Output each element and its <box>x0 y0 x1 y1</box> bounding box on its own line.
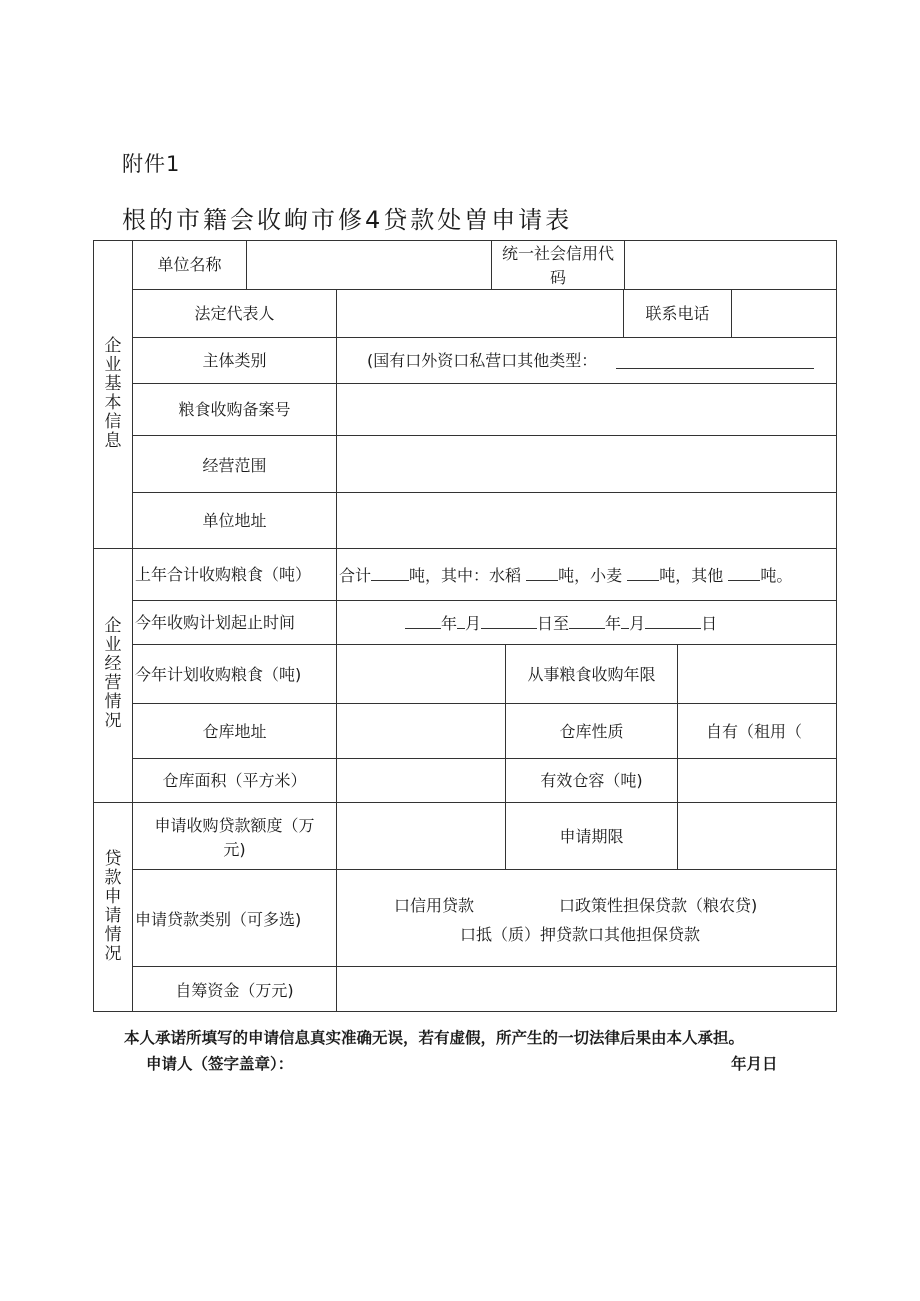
filing-no-label: 粮食收购备案号 <box>178 400 291 419</box>
last-year-label-cell <box>132 548 337 601</box>
plan-time-label: 今年收购计划起止时间 <box>135 613 296 632</box>
credit-code-label-line1: 统一社会信用代 <box>501 244 614 263</box>
amount-input[interactable] <box>336 802 506 870</box>
credit-code-label-cell <box>491 240 625 290</box>
section-operation-label: 企业经营情况 <box>104 616 122 731</box>
phone-input[interactable] <box>731 289 837 338</box>
last-year-rice-text: 吨，其中：水稻 <box>409 566 522 585</box>
entity-type-cell[interactable] <box>336 337 837 384</box>
plan-day2-blank[interactable] <box>645 613 701 629</box>
amount-label-line1: 申请收购贷款额度（万 <box>154 816 315 835</box>
plan-day-to-text: 日至 <box>537 614 570 633</box>
address-input[interactable] <box>336 492 837 549</box>
last-year-line[interactable] <box>339 565 792 586</box>
last-year-other-blank[interactable] <box>728 565 760 581</box>
unit-name-input[interactable] <box>246 240 492 290</box>
signature-date: 年月日 <box>731 1055 778 1073</box>
last-year-cell[interactable] <box>336 548 837 601</box>
last-year-total-text: 合计 <box>339 566 372 585</box>
plan-year1-text: 年 <box>441 614 458 633</box>
unit-name-label-cell <box>132 240 247 290</box>
warehouse-addr-input[interactable] <box>336 703 506 759</box>
section-basic-label: 企业基本信息 <box>104 336 122 451</box>
years-input[interactable] <box>677 644 837 704</box>
term-label: 申请期限 <box>559 827 624 846</box>
term-input[interactable] <box>677 802 837 870</box>
credit-code-label-line2: 码 <box>549 268 566 287</box>
loan-type-credit-option[interactable]: 口信用贷款 <box>394 896 475 915</box>
term-label-cell <box>505 802 678 870</box>
plan-grain-label: 今年计划收购粮食（吨) <box>135 665 302 684</box>
plan-day2-text: 日 <box>701 614 718 633</box>
plan-month1-text: 月 <box>465 614 482 633</box>
self-fund-input[interactable] <box>336 966 837 1012</box>
plan-day1-blank[interactable] <box>481 613 537 629</box>
warehouse-nature-cell[interactable] <box>677 703 837 759</box>
section-basic-cell <box>93 240 133 549</box>
plan-time-line[interactable] <box>405 613 717 634</box>
capacity-label: 有效仓容（吨) <box>540 771 643 790</box>
plan-year2-blank[interactable] <box>569 613 605 629</box>
address-label-cell <box>132 492 337 549</box>
last-year-wheat-text: 吨，小麦 <box>558 566 623 585</box>
legal-rep-label-cell <box>132 289 337 338</box>
entity-type-other-blank[interactable] <box>616 353 814 369</box>
last-year-total-blank[interactable] <box>371 565 409 581</box>
warehouse-nature-label-cell <box>505 703 678 759</box>
credit-code-input[interactable] <box>624 240 837 290</box>
phone-label-cell <box>623 289 732 338</box>
plan-time-label-cell <box>132 600 337 645</box>
loan-type-label: 申请贷款类别（可多选) <box>135 910 302 929</box>
section-loan-cell <box>93 802 133 1012</box>
entity-type-label: 主体类别 <box>202 351 267 370</box>
plan-year1-blank[interactable] <box>405 613 441 629</box>
capacity-label-cell <box>505 758 678 803</box>
capacity-input[interactable] <box>677 758 837 803</box>
plan-month2-text: 月 <box>629 614 646 633</box>
filing-no-input[interactable] <box>336 383 837 436</box>
scope-label-cell <box>132 435 337 493</box>
warehouse-nature-value[interactable]: 自有（租用（ <box>706 722 803 741</box>
plan-month2-blank[interactable] <box>621 613 629 629</box>
legal-rep-label: 法定代表人 <box>194 304 275 323</box>
plan-grain-input[interactable] <box>336 644 506 704</box>
legal-rep-input[interactable] <box>336 289 624 338</box>
last-year-label: 上年合计收购粮食（吨） <box>135 565 312 584</box>
years-label: 从事粮食收购年限 <box>527 665 656 684</box>
section-operation-cell <box>93 548 133 803</box>
warehouse-area-label: 仓库面积（平方米） <box>162 771 307 790</box>
scope-input[interactable] <box>336 435 837 493</box>
last-year-other-text: 吨，其他 <box>659 566 724 585</box>
loan-type-policy-option[interactable]: 口政策性担保贷款（粮农贷) <box>559 896 758 915</box>
entity-type-label-cell <box>132 337 337 384</box>
warehouse-addr-label-cell <box>132 703 337 759</box>
plan-month1-blank[interactable] <box>457 613 465 629</box>
phone-label: 联系电话 <box>645 304 710 323</box>
loan-type-label-cell <box>132 869 337 967</box>
entity-type-options[interactable]: (国有口外资口私营口其他类型： <box>367 351 598 370</box>
unit-name-label: 单位名称 <box>157 255 222 274</box>
years-label-cell <box>505 644 678 704</box>
warehouse-addr-label: 仓库地址 <box>202 722 267 741</box>
amount-label-cell <box>132 802 337 870</box>
last-year-rice-blank[interactable] <box>526 565 558 581</box>
warehouse-area-label-cell <box>132 758 337 803</box>
warehouse-nature-label: 仓库性质 <box>559 722 624 741</box>
loan-type-mortgage-option[interactable]: 口抵（质）押贷款口其他担保贷款 <box>460 925 701 944</box>
scope-label: 经营范围 <box>202 456 267 475</box>
last-year-end-text: 吨。 <box>760 566 793 585</box>
filing-no-label-cell <box>132 383 337 436</box>
address-label: 单位地址 <box>202 511 267 530</box>
self-fund-label: 自筹资金（万元) <box>175 981 294 1000</box>
pledge-statement: 本人承诺所填写的申请信息真实准确无误，若有虚假，所产生的一切法律后果由本人承担。 <box>124 1029 745 1047</box>
self-fund-label-cell <box>132 966 337 1012</box>
amount-label-line2: 元) <box>223 840 246 859</box>
loan-type-cell <box>336 869 837 967</box>
warehouse-area-input[interactable] <box>336 758 506 803</box>
last-year-wheat-blank[interactable] <box>627 565 659 581</box>
plan-grain-label-cell <box>132 644 337 704</box>
form-title: 根的市籍会收岣市修4贷款处曽申请表 <box>122 206 573 234</box>
plan-year2-text: 年 <box>605 614 622 633</box>
applicant-signature-label: 申请人（签字盖章）： <box>146 1055 294 1073</box>
plan-time-cell[interactable] <box>336 600 837 645</box>
section-loan-label: 贷款申请情况 <box>104 849 122 964</box>
attachment-label: 附件1 <box>122 152 181 176</box>
